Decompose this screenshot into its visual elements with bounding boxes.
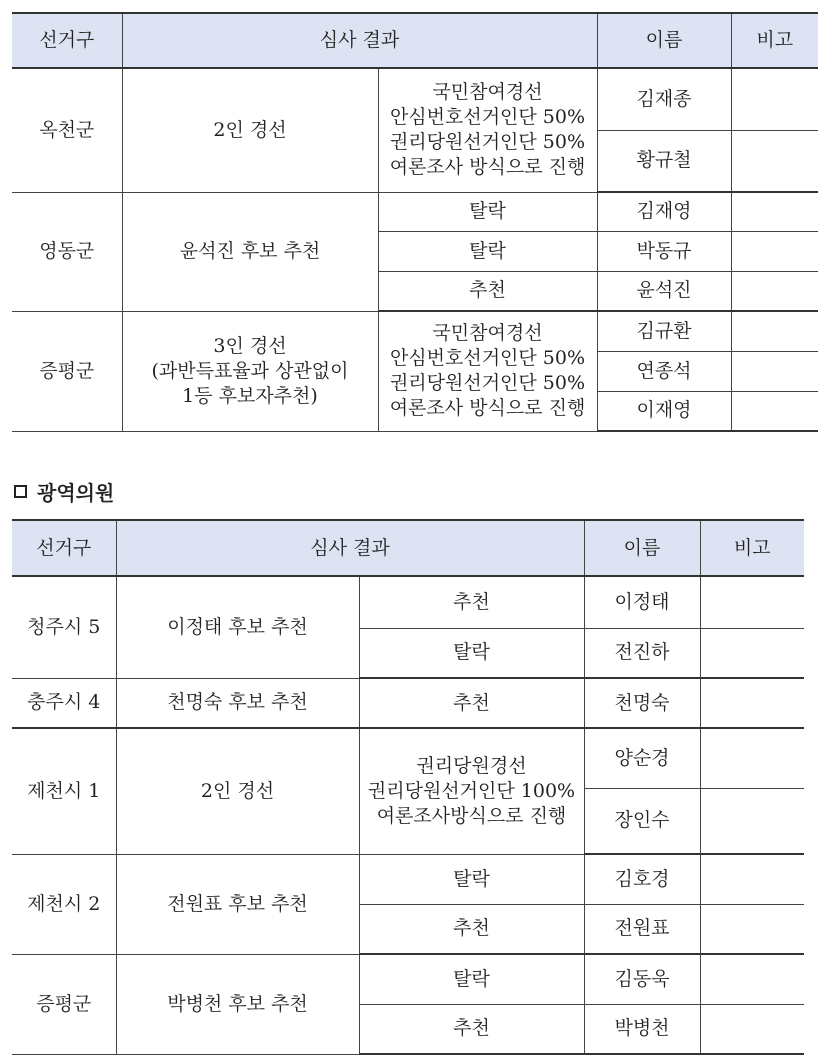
- result-cell: 천명숙 후보 추천: [116, 678, 359, 728]
- table-header-row: [12, 520, 804, 576]
- note-cell: [731, 351, 818, 391]
- status-cell: 추천: [359, 904, 584, 954]
- candidate-name: 전진하: [584, 628, 700, 678]
- district-cell: 증평군: [12, 311, 122, 431]
- table-row: [12, 311, 818, 351]
- candidate-name: 이재영: [597, 391, 731, 431]
- result-line: 1등 후보자추천): [182, 384, 318, 407]
- candidate-name: 김규환: [597, 311, 731, 351]
- candidate-name: 전원표: [584, 904, 700, 954]
- method-line: 여론조사방식으로 진행: [376, 804, 567, 827]
- header-note: 비고: [700, 520, 804, 576]
- note-cell: [731, 391, 818, 431]
- status-cell: 탈락: [359, 854, 584, 904]
- status-cell: 탈락: [378, 192, 597, 231]
- method-cell: [378, 311, 597, 431]
- note-cell: [731, 311, 818, 351]
- method-line: 권리당원경선: [416, 754, 527, 777]
- note-cell: [731, 271, 818, 311]
- candidate-name: 장인수: [584, 788, 700, 854]
- method-cell: [378, 68, 597, 192]
- header-name: 이름: [597, 13, 731, 68]
- method-line: 안심번호선거인단 50%: [389, 347, 586, 370]
- result-cell: 윤석진 후보 추천: [122, 192, 378, 311]
- table-row: [12, 192, 818, 231]
- table-row: [12, 576, 804, 628]
- result-cell: 박병천 후보 추천: [116, 954, 359, 1054]
- status-cell: 추천: [359, 1004, 584, 1054]
- candidate-name: 양순경: [584, 728, 700, 788]
- header-name: 이름: [584, 520, 700, 576]
- district-cell: 증평군: [12, 954, 116, 1054]
- note-cell: [731, 192, 818, 231]
- method-line: 여론조사 방식으로 진행: [389, 156, 586, 179]
- header-district: 선거구: [12, 13, 122, 68]
- result-cell: [122, 311, 378, 431]
- candidate-name: 김동욱: [584, 954, 700, 1004]
- district-cell: 청주시 5: [12, 576, 116, 678]
- note-cell: [700, 728, 804, 788]
- status-cell: 추천: [359, 678, 584, 728]
- note-cell: [731, 68, 818, 130]
- result-cell: 2인 경선: [122, 68, 378, 192]
- method-line: 안심번호선거인단 50%: [389, 106, 586, 129]
- candidate-name: 김재영: [597, 192, 731, 231]
- method-line: 권리당원선거인단 50%: [389, 131, 586, 154]
- header-note: 비고: [731, 13, 818, 68]
- result-line: 3인 경선: [213, 334, 287, 357]
- checkbox-bullet-icon: [14, 485, 27, 498]
- header-district: 선거구: [12, 520, 116, 576]
- table-row: [12, 954, 804, 1004]
- status-cell: 탈락: [359, 954, 584, 1004]
- candidate-name: 천명숙: [584, 678, 700, 728]
- note-cell: [700, 628, 804, 678]
- method-line: 여론조사 방식으로 진행: [389, 397, 586, 420]
- table-header-row: [12, 13, 818, 68]
- primary-results-table-1: [12, 12, 818, 432]
- section-title: [14, 477, 114, 506]
- result-line: (과반득표율과 상관없이: [151, 359, 349, 382]
- method-line: 국민참여경선: [432, 322, 543, 345]
- table-row: [12, 854, 804, 904]
- candidate-name: 연종석: [597, 351, 731, 391]
- status-cell: 추천: [359, 576, 584, 628]
- note-cell: [700, 854, 804, 904]
- candidate-name: 박병천: [584, 1004, 700, 1054]
- table-row: [12, 678, 804, 728]
- note-cell: [700, 576, 804, 628]
- header-result: 심사 결과: [122, 13, 597, 68]
- note-cell: [700, 954, 804, 1004]
- candidate-name: 이정태: [584, 576, 700, 628]
- district-cell: 제천시 1: [12, 728, 116, 854]
- district-cell: 제천시 2: [12, 854, 116, 954]
- section-title-text: 광역의원: [37, 481, 115, 505]
- method-line: 권리당원선거인단 50%: [389, 372, 586, 395]
- table-row: [12, 68, 818, 130]
- note-cell: [700, 678, 804, 728]
- method-line: 국민참여경선: [432, 81, 543, 104]
- note-cell: [731, 231, 818, 271]
- note-cell: [731, 130, 818, 192]
- candidate-name: 김호경: [584, 854, 700, 904]
- candidate-name: 박동규: [597, 231, 731, 271]
- district-cell: 옥천군: [12, 68, 122, 192]
- note-cell: [700, 904, 804, 954]
- result-cell: 전원표 후보 추천: [116, 854, 359, 954]
- primary-results-table-2: [12, 519, 804, 1055]
- candidate-name: 황규철: [597, 130, 731, 192]
- note-cell: [700, 788, 804, 854]
- result-cell: 이정태 후보 추천: [116, 576, 359, 678]
- status-cell: 탈락: [378, 231, 597, 271]
- method-line: 권리당원선거인단 100%: [367, 779, 576, 802]
- status-cell: 추천: [378, 271, 597, 311]
- district-cell: 충주시 4: [12, 678, 116, 728]
- table-row: [12, 728, 804, 788]
- status-cell: 탈락: [359, 628, 584, 678]
- result-cell: 2인 경선: [116, 728, 359, 854]
- header-result: 심사 결과: [116, 520, 584, 576]
- note-cell: [700, 1004, 804, 1054]
- district-cell: 영동군: [12, 192, 122, 311]
- candidate-name: 윤석진: [597, 271, 731, 311]
- method-cell: [359, 728, 584, 854]
- candidate-name: 김재종: [597, 68, 731, 130]
